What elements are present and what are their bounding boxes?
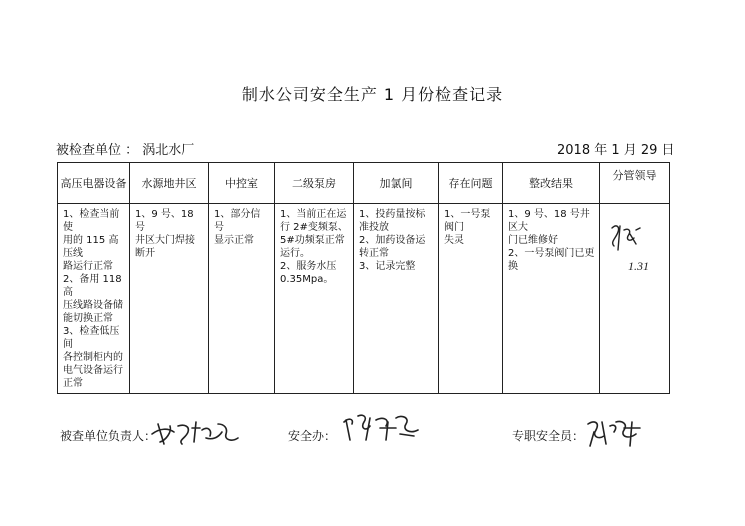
inspection-table bbox=[57, 162, 670, 394]
cell-hv-equipment: 1、检查当前使 用的 115 高压线 路运行正常 2、备用 118 高 压线路设备储 能切换正常 3、检查低压间 各控制柜内的 电气设备运行 正常 bbox=[58, 204, 130, 394]
table-header-row bbox=[58, 163, 670, 204]
table-row bbox=[58, 204, 670, 394]
cell-issues: 1、一号泵阀门 失灵 bbox=[439, 204, 503, 394]
cell-control-room: 1、部分信号 显示正常 bbox=[209, 204, 275, 394]
col-header: 整改结果 bbox=[503, 163, 600, 204]
inspection-date: 2018 年 1 月 29 日 bbox=[557, 143, 675, 158]
footer-safety-office-label: 安全办： bbox=[288, 429, 337, 443]
leader-signature-date: 1.31 bbox=[628, 259, 649, 273]
cell-pump-room: 1、当前正在运 行 2#变频泵、 5#功频泵正常 运行。 2、服务水压 0.35Mpa。 bbox=[275, 204, 354, 394]
col-header: 分管领导 bbox=[600, 163, 670, 204]
col-header: 存在问题 bbox=[439, 163, 503, 204]
inspected-unit bbox=[56, 139, 194, 158]
col-header: 中控室 bbox=[209, 163, 275, 204]
col-header: 水源地井区 bbox=[130, 163, 209, 204]
safety-office-signature bbox=[340, 410, 425, 444]
safety-officer-signature bbox=[584, 416, 644, 450]
col-header: 高压电器设备 bbox=[58, 163, 130, 204]
cell-rectification: 1、9 号、18 号井区大 门已维修好 2、一号泵阀门已更换 bbox=[503, 204, 600, 394]
footer-responsible-label: 被查单位负责人： bbox=[60, 429, 157, 443]
cell-leader-signature bbox=[600, 204, 670, 394]
responsible-signature bbox=[148, 418, 258, 446]
inspected-unit-value: 涡北水厂 bbox=[142, 143, 195, 158]
footer-safety-officer-label: 专职安全员： bbox=[512, 429, 585, 443]
cell-chlorination-room: 1、投药量按标 准投放 2、加药设备运 转正常 3、记录完整 bbox=[354, 204, 439, 394]
document-title: 制水公司安全生产 1 月份检查记录 bbox=[241, 85, 504, 104]
inspected-unit-label: 被检查单位 ： bbox=[56, 143, 139, 158]
leader-signature bbox=[606, 220, 666, 280]
col-header: 二级泵房 bbox=[275, 163, 354, 204]
col-header: 加氯间 bbox=[354, 163, 439, 204]
cell-well-area: 1、9 号、18 号 井区大门焊接 断开 bbox=[130, 204, 209, 394]
